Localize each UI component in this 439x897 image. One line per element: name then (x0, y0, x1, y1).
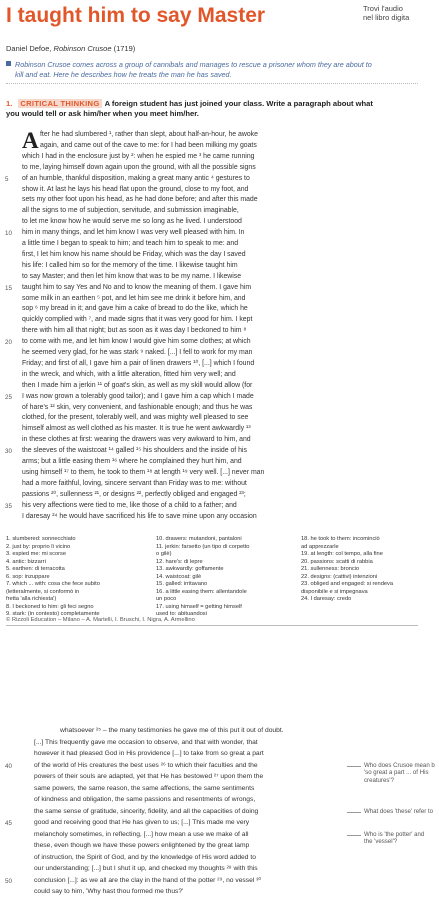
glossary-column-2 (156, 536, 249, 619)
passage-line: same powers, the same reason, the same affections, the same sentiments (34, 784, 255, 792)
passage-line: the same sense of gratitude, sincerity, fidelity, and all the capacities of doing (34, 807, 259, 815)
passage-line: first, I let him know his name should be Friday, which was the day I saved (22, 250, 246, 258)
passage-line: of an humble, thankful disposition, making a great many antic ⁴ gestures to (22, 174, 250, 182)
glossary-entry: 14. waistcoat: gilè (156, 573, 202, 580)
passage-line: I daresay ²⁴ he would have sacrificed his life to save mine upon any occasion (22, 512, 257, 520)
glossary-entry: 5. earthen: di terracotta (6, 566, 65, 572)
glossary-entry: 7. which ... with: cosa che fece subito (6, 581, 100, 587)
glossary-column-1 (6, 536, 100, 619)
passage-line: powers of their souls are adapted, yet that He has bestowed ²⁷ upon them the (34, 773, 264, 780)
margin-question-line: Who does Crusoe mean b (364, 761, 435, 769)
passage-line: to me, laying himself down again upon the ground, with all the possible signs (22, 163, 256, 171)
author-name: Daniel Defoe, (6, 44, 52, 53)
line-number: 10 (5, 230, 12, 238)
passage-line: conclusion [...]: as we all are the clay in the hand of the potter ²⁹, no vessel ³⁰ (34, 876, 262, 884)
margin-note-connector (347, 835, 361, 836)
copyright-credit: © Rizzoli Education – Milano – A. Martelli, I. Bruschi, I. Nigra, A. Armellino (6, 617, 195, 623)
glossary-entry: 22. designs: (cattivi) intenzioni (301, 573, 378, 580)
glossary-entry: used to: abituandosi (156, 611, 207, 617)
glossary-entry: 8. I beckoned to him: gli feci segno (6, 603, 94, 610)
page-title: I taught him to say Master (6, 4, 266, 27)
passage-line: to let me know how he would serve me so long as he lived. I understood (22, 218, 242, 226)
passage-line: however it had pleased God in His providence [...] to take from so great a part (34, 750, 264, 757)
passage-line: melancholy sometimes, in reflecting, [...] how mean a use we make of all (34, 830, 249, 838)
glossary-entry: disponibile e si impegnava (301, 588, 368, 595)
margin-question-line: the 'vessel'? (364, 838, 398, 845)
margin-note-connector (347, 812, 361, 813)
passage-line: again, and came out of the cave to me: for I had been milking my goats (40, 141, 257, 149)
passage-line: the sleeves of the waistcoat ¹⁴ galled ¹⁵ his shoulders and the inside of his (22, 447, 247, 455)
passage-line: all the signs to me of subjection, servitude, and submission imaginable, (22, 207, 239, 215)
passage-line: clothed, for the present, tolerably well, and was mighty well pleased to see (22, 414, 249, 422)
margin-question-line: creatures'? (364, 776, 394, 784)
passage-line: using himself ¹⁷ to them, he took to them ¹⁸ at length ¹⁹ very well. [...] never man (22, 468, 265, 476)
task-prompt (6, 99, 416, 119)
glossary-entry: un poco (156, 596, 177, 602)
margin-question (364, 831, 424, 846)
book-title: Robinson Crusoe (53, 44, 112, 53)
passage-line: he seemed very glad, for he was stark ⁹ naked. [...] I fell to work for my man (22, 349, 253, 356)
passage-line: could say to him, 'Why hast thou formed me thus?' (34, 888, 184, 895)
passage-line: in the wreck, and which, with a little alteration, fitted him very well; and (22, 370, 236, 378)
line-number: 35 (5, 502, 12, 510)
glossary-entry: 11. jerkin: farsetto (un tipo di corpetto (156, 543, 250, 550)
glossary-entry: 19. at length: col tempo, alla fine (301, 551, 383, 557)
passage-line: our understanding; [...] but I shut it up, and checked my thoughts ²⁸ with this (34, 865, 258, 872)
passage-line: to say Master; and then let him know that was to be my name. I likewise (22, 272, 242, 280)
passage-line: these, even though we have these powers enlightened by the great lamp (34, 842, 250, 849)
glossary-entry: 13. awkwardly: goffamente (156, 566, 224, 572)
passage-line: show it. At last he lays his head flat upon the ground, close to my foot, and (22, 185, 249, 193)
passage-line: Friday; and first of all, I gave him a pair of linen drawers ¹⁰, [...] which I found (22, 359, 255, 367)
glossary-entry: 18. he took to them: incominciò (301, 536, 380, 542)
intro-line-1: Robinson Crusoe comes across a group of cannibals and manages to rescue a prisoner whom they are about to (15, 60, 372, 69)
margin-question (364, 808, 433, 816)
glossary-entry: 17. using himself = getting himself (156, 603, 242, 610)
passage-line: his very affections were tied to me, like those of a child to a father; and (22, 501, 237, 509)
passage-line: of instruction, the Spirit of God, and by the knowledge of His word added to (34, 853, 256, 861)
divider (6, 625, 418, 626)
audio-link[interactable] (363, 4, 421, 22)
margin-question-line: 'so great a part ... of His (364, 769, 429, 776)
passage-line: which I had in the enclosure just by ²: when he espied me ³ he came running (22, 152, 255, 160)
glossary-entry: ad apprezzarle (301, 543, 339, 550)
glossary-column-3 (301, 536, 393, 604)
passage-line: of the world of His creatures the best uses ²⁶ to which their faculties and the (34, 761, 258, 769)
passage-line: then I made him a jerkin ¹¹ of goat's skin, as well as my skill would allow (for (22, 381, 253, 389)
glossary-entry: 6. sop: inzuppare (6, 573, 50, 580)
line-number: 20 (5, 339, 12, 347)
critical-thinking-badge: CRITICAL THINKING (20, 99, 100, 108)
margin-question (364, 762, 435, 785)
passage-line: whatsoever ²⁵ – the many testimonies he gave me of this put it out of doubt. (60, 727, 284, 734)
divider (6, 83, 418, 84)
passage-line: taught him to say Yes and No and to know the meaning of them. I gave him (22, 283, 252, 291)
passage-line: quickly complied with ⁷, and made signs that it was very good for him. I kept (22, 316, 253, 324)
glossary-entry: 2. just by: proprio lì vicino (6, 543, 71, 550)
line-number: 5 (5, 175, 9, 183)
passage-line: had a more faithful, loving, sincere servant than Friday was to me: without (22, 479, 247, 487)
margin-question-line: Who is 'the potter' and (364, 830, 425, 838)
margin-question-line: What does 'these' refer to (364, 807, 434, 815)
passage-line: a little time I began to speak to him; and teach him to speak to me: and (22, 240, 239, 247)
glossary-entry: 21. sullenness: broncio (301, 566, 360, 572)
glossary-entry: 1. slumbered: sonnecchiato (6, 536, 76, 542)
passage-line: [...] This frequently gave me occasion to observe, and that with wonder, that (34, 738, 258, 746)
glossary-entry: o gilè) (156, 551, 172, 557)
glossary-entry: 20. passions: scatti di rabbia (301, 558, 373, 565)
passage-line: of hare's ¹² skin, very convenient, and fashionable enough; and thus he was (22, 403, 253, 411)
passage-line: sets my other foot upon his head, as he had done before; and after this made (22, 196, 258, 204)
passage-line: sop ⁶ my bread in it; and gave him a cake of bread to do the like, which he (22, 305, 248, 313)
glossary-entry: (letteralmente, si conformò in (6, 588, 80, 595)
drop-cap: A (22, 128, 39, 153)
task-line-2: you would tell or ask him/her when you meet him/her. (6, 109, 199, 118)
passage-line: his life: I called him so for the memory of the time. I likewise taught him (22, 261, 238, 269)
audio-link-line2: nel libro digita (363, 13, 410, 22)
book-year: (1719) (113, 44, 136, 53)
passage-line: I was now grown a tolerably good tailor); and I gave him a cap which I made (22, 392, 254, 400)
passage-line: him in many things, and let him know I was very well pleased with him. In (22, 229, 245, 237)
passage-line: fter he had slumbered ¹, rather than slept, about half-an-hour, he awoke (40, 131, 258, 138)
glossary-entry: 12. hare's: di lepre (156, 558, 203, 565)
line-number: 50 (5, 877, 12, 885)
intro-note (6, 60, 418, 80)
passage-line: himself almost as well clothed as his master. It is true he went awkwardly ¹³ (22, 425, 251, 433)
passage-line: there with him all that night; but as soon as it was day I beckoned to him ⁸ (22, 327, 247, 335)
intro-line-2: kill and eat. Here he describes how he treats the man he has saved. (15, 70, 232, 79)
passage-line: good and receiving good that He has given to us; [...] This made me very (34, 819, 250, 826)
glossary-entry: 23. obliged and engaged: si rendeva (301, 581, 394, 587)
line-number: 25 (5, 393, 12, 401)
glossary-entry: 4. antic: bizzarri (6, 558, 46, 565)
line-number: 15 (5, 284, 12, 292)
passage-line: in these clothes at first: wearing the drawers was very awkward to him, and (22, 436, 251, 444)
passage-line: some milk in an earthen ⁵ pot, and let him see me drink it before him, and (22, 294, 246, 302)
passage-line: to come with me, and let him know I would give him some clothes; at which (22, 338, 251, 346)
glossary-entry: fretta 'alla richiesta') (6, 596, 57, 602)
glossary-entry: 3. espied me: mi scorse (6, 551, 67, 557)
passage-line: of kindness and obligation, the same passions and resentments of wrongs, (34, 796, 256, 803)
author-line (6, 44, 135, 53)
glossary-entry: 15. galled: irritavano (156, 581, 208, 587)
glossary-entry: 9. stark: (in contesto) completamente (6, 611, 100, 617)
audio-link-line1: Trovi l'audio (363, 4, 403, 13)
square-bullet-icon (6, 61, 11, 66)
margin-note-connector (347, 766, 361, 767)
glossary-entry: 10. drawers: mutandoni, pantaloni (156, 536, 242, 542)
glossary-entry: 24. I daresay: credo (301, 596, 352, 602)
line-number: 45 (5, 820, 12, 827)
task-number: 1. (6, 99, 13, 108)
passage-line: arms; but a little easing them ¹⁶ where he complained they hurt him, and (22, 458, 242, 465)
passage-line: passions ²⁰, sullenness ²¹, or designs ²², perfectly obliged and engaged ²³; (22, 490, 246, 498)
line-number: 40 (5, 762, 12, 770)
line-number: 30 (5, 448, 12, 456)
glossary-entry: 16. a little easing them: allentandole (156, 588, 247, 595)
task-line-1: A foreign student has just joined your class. Write a paragraph about what (104, 99, 373, 108)
